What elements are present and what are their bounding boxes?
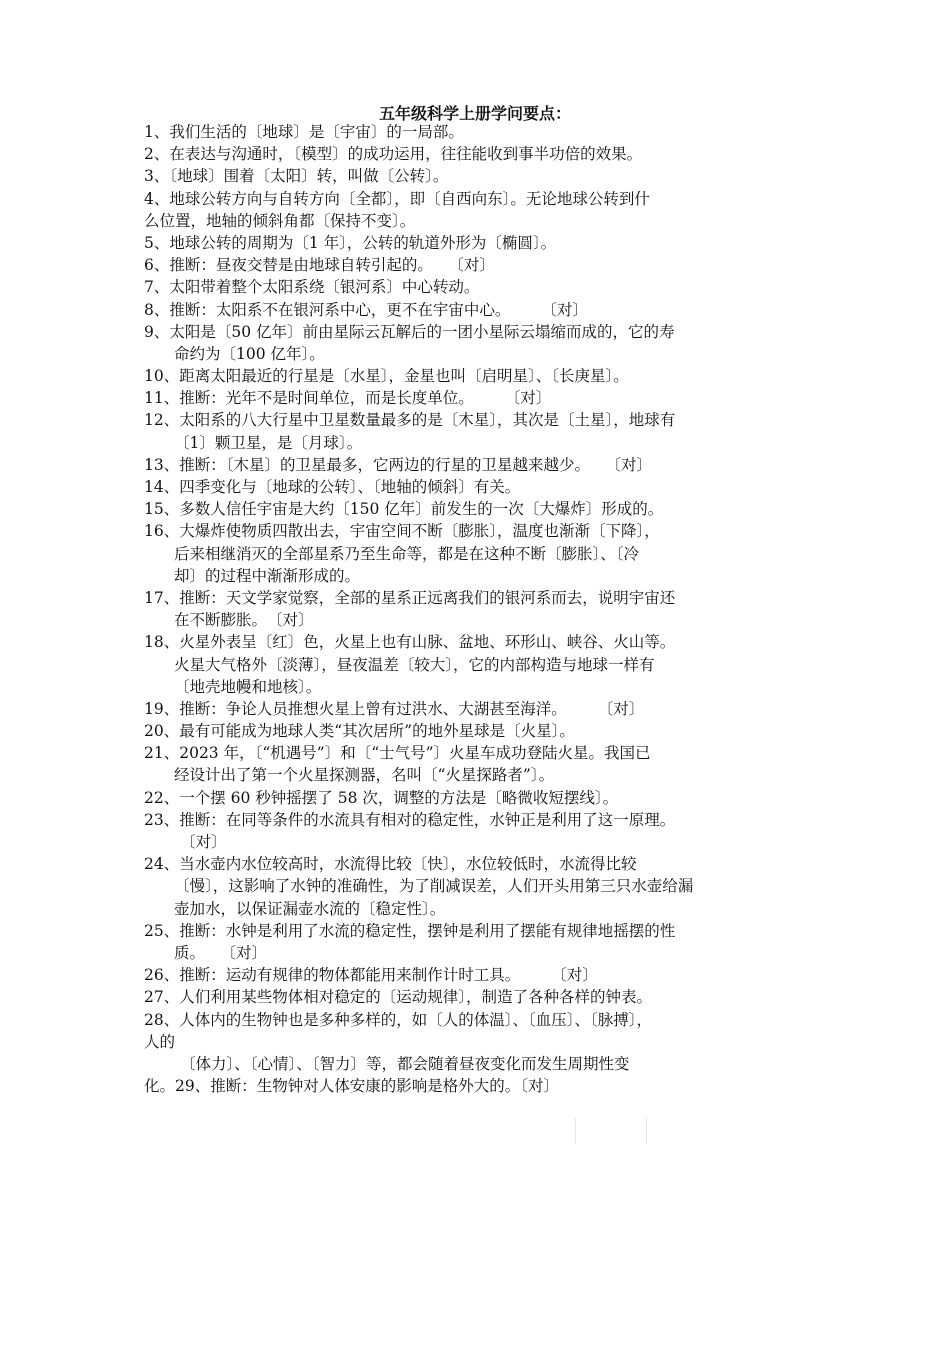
note-line: 26、推断：运动有规律的物体都能用来制作计时工具。 〔对〕	[144, 966, 598, 985]
note-line: 15、多数人信任宇宙是大约〔150 亿年〕前发生的一次〔大爆炸〕形成的。	[144, 500, 664, 519]
note-line: 17、推断：天文学家觉察，全部的星系正远离我们的银河系而去，说明宇宙还	[144, 588, 676, 607]
page-title: 五年级科学上册学问要点：	[378, 104, 571, 123]
note-line: 3、〔地球〕围着〔太阳〕转，叫做〔公转〕。	[144, 167, 449, 186]
note-line-cont: 〔体力〕、〔心情〕、〔智力〕等，都会随着昼夜变化而发生周期性变	[180, 1054, 630, 1073]
note-line: 11、推断：光年不是时间单位，而是长度单位。 〔对〕	[144, 389, 552, 408]
note-line: 7、太阳带着整个太阳系绕〔银河系〕中心转动。	[144, 278, 480, 297]
note-line: 13、推断：〔木星〕的卫星最多，它两边的行星的卫星越来越少。 〔对〕	[144, 455, 652, 474]
note-line-cont: 〔地壳地幔和地核〕。	[174, 677, 322, 696]
note-line-cont: 〔对〕	[180, 833, 227, 851]
note-line: 10、距离太阳最近的行星是〔水星〕，金星也叫〔启明星〕、〔长庚星〕。	[144, 367, 629, 386]
note-line: 化。29、推断：生物钟对人体安康的影响是格外大的。〔对〕	[144, 1077, 559, 1096]
note-line-cont: 后来相继消灭的全部星系乃至生命等，都是在这种不断〔膨胀〕、〔冷	[174, 544, 640, 563]
note-line-cont: 质。 〔对〕	[174, 943, 268, 962]
faint-divider	[646, 1118, 647, 1144]
note-line: 24、当水壶内水位较高时，水流得比较〔快〕，水位较低时，水流得比较	[144, 855, 637, 874]
note-line: 18、火星外表呈〔红〕色，火星上也有山脉、盆地、环形山、峡谷、火山等。	[144, 633, 676, 652]
faint-divider	[575, 1118, 576, 1144]
note-line: 16、大爆炸使物质四散出去，宇宙空间不断〔膨胀〕，温度也渐渐〔下降〕，	[144, 522, 660, 541]
note-line: 20、最有可能成为地球人类“其次居所”的地外星球是〔火星〕。	[144, 722, 575, 741]
note-line: 22、一个摆 60 秒钟摇摆了 58 次，调整的方法是〔略微收短摆线〕。	[144, 788, 619, 807]
note-line-cont: 在不断膨胀。 〔对〕	[174, 611, 314, 630]
note-line: 1、我们生活的〔地球〕是〔宇宙〕的一局部。	[144, 123, 464, 141]
note-line: 9、太阳是〔50 亿年〕前由星际云瓦解后的一团小星际云塌缩而成的，它的寿	[144, 322, 675, 341]
note-line-cont: 〔慢〕，这影响了水钟的准确性，为了削减误差，人们开头用第三只水壶给漏	[174, 877, 694, 896]
note-line-cont: 〔1〕颗卫星，是〔月球〕。	[174, 433, 363, 452]
note-line: 28、人体内的生物钟也是多种多样的，如〔人的体温〕、〔血压〕、〔脉搏〕，	[144, 1010, 652, 1029]
note-line: 4、地球公转方向与自转方向〔全都〕，即〔自西向东〕。无论地球公转到什	[144, 189, 650, 208]
notes-body	[144, 121, 824, 1097]
note-line: 19、推断：争论人员推想火星上曾有过洪水、大湖甚至海洋。 〔对〕	[144, 699, 645, 718]
note-line: 5、地球公转的周期为〔1 年〕，公转的轨道外形为〔椭圆〕。	[144, 233, 557, 252]
note-line: 8、推断：太阳系不在银河系中心，更不在宇宙中心。 〔对〕	[144, 300, 588, 319]
note-line-cont: 经设计出了第一个火星探测器，名叫〔“火星探路者”〕。	[174, 766, 555, 785]
note-line: 25、推断：水钟是利用了水流的稳定性，摆钟是利用了摆能有规律地摇摆的性	[144, 921, 676, 940]
note-line: 27、人们利用某些物体相对稳定的〔运动规律〕，制造了各种各样的钟表。	[144, 988, 652, 1007]
note-line: 14、四季变化与〔地球的公转〕、〔地轴的倾斜〕有关。	[144, 478, 521, 496]
note-line-cont: 壶加水，以保证漏壶水流的〔稳定性〕。	[174, 899, 446, 918]
note-line: 21、2023 年，〔“机遇号”〕和〔“士气号”〕火星车成功登陆火星。我国已	[144, 744, 651, 763]
note-line-cont: 火星大气格外〔淡薄〕，昼夜温差〔较大〕，它的内部构造与地球一样有	[174, 655, 655, 674]
note-line-cont: 命约为〔100 亿年〕。	[174, 344, 325, 363]
note-line-cont: 却〕的过程中渐渐形成的。	[174, 566, 361, 585]
note-line: 么位置，地轴的倾斜角都〔保持不变〕。	[144, 211, 416, 230]
note-line: 人的	[144, 1032, 176, 1051]
note-line: 6、推断：昼夜交替是由地球自转引起的。 〔对〕	[144, 256, 495, 275]
note-line: 2、在表达与沟通时，〔模型〕的成功运用，往往能收到事半功倍的效果。	[144, 145, 643, 164]
note-line: 12、太阳系的八大行星中卫星数量最多的是〔木星〕，其次是〔土星〕，地球有	[144, 411, 676, 430]
note-line: 23、推断：在同等条件的水流具有相对的稳定性，水钟正是利用了这一原理。	[144, 810, 676, 829]
